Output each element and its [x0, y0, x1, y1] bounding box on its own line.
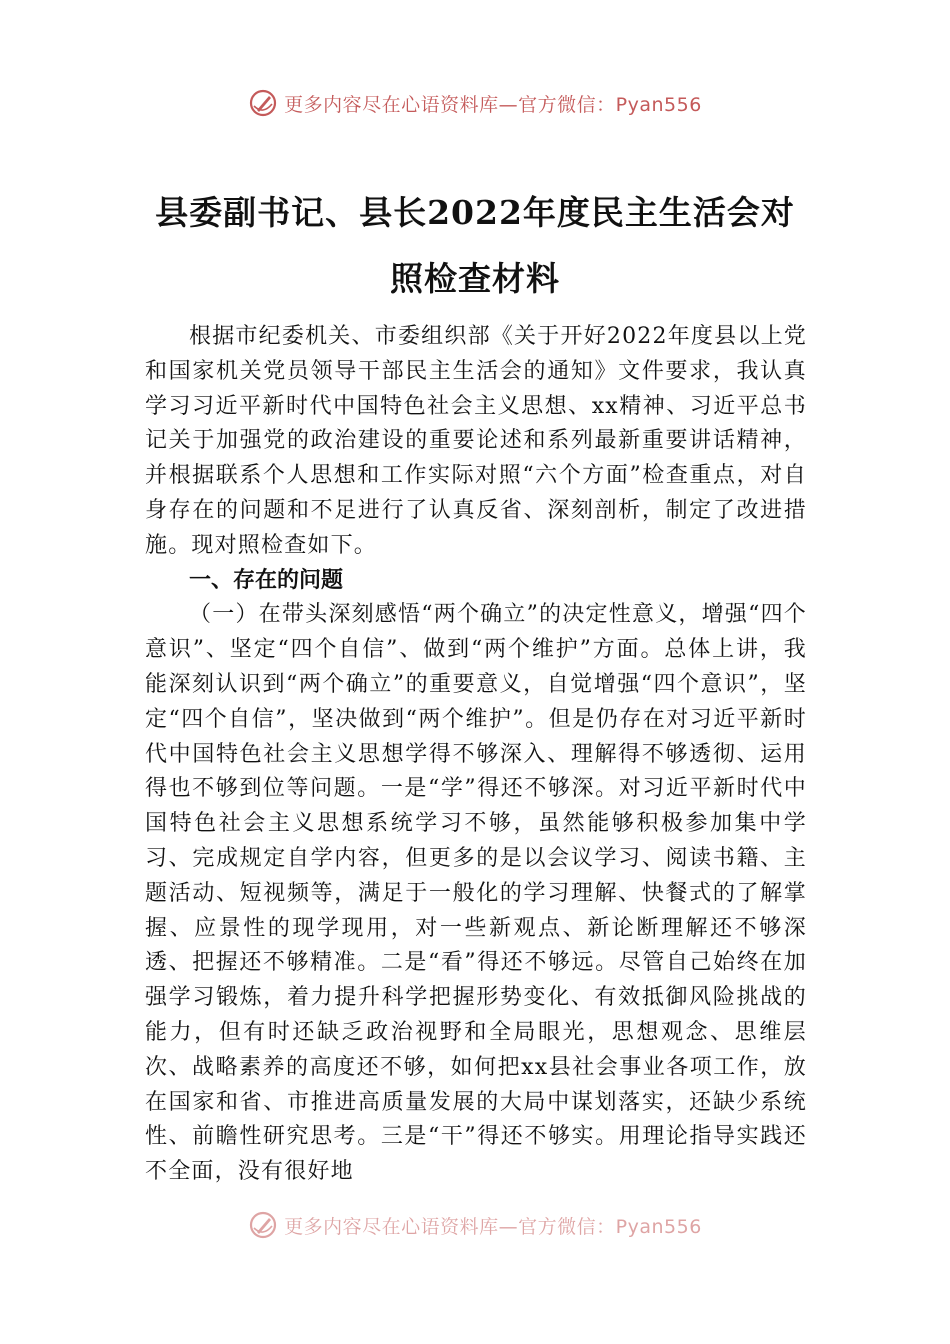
document-title	[120, 180, 830, 312]
watermark-text: 更多内容尽在心语资料库—官方微信：Pyan556	[284, 93, 702, 116]
pen-in-circle-icon	[248, 88, 278, 118]
watermark-text: 更多内容尽在心语资料库—官方微信：Pyan556	[284, 1215, 702, 1238]
document-body	[145, 320, 807, 1190]
section-heading: 一、存在的问题	[189, 567, 344, 593]
watermark-header	[0, 86, 950, 120]
watermark-footer	[0, 1208, 950, 1242]
intro-paragraph: 根据市纪委机关、市委组织部《关于开好2022年度县以上党和国家机关党员领导干部民主生活会的通知》文件要求，我认真学习习近平新时代中国特色社会主义思想、xx精神、习近平总书记关于加强党的政治建设的重要论述和系列最新重要讲话精神，并根据联系个人思想和工作实际对照“六个方面”检查重点，对自身存在的问题和不足进行了认真反省、深刻剖析，制定了改进措施。现对照检查如下。	[145, 324, 807, 558]
title-line-2: 照检查材料	[390, 259, 560, 298]
section-paragraph: （一）在带头深刻感悟“两个确立”的决定性意义，增强“四个意识”、坚定“四个自信”、做到“两个维护”方面。总体上讲，我能深刻认识到“两个确立”的重要意义，自觉增强“四个意识”，坚定“四个自信”，坚决做到“两个维护”。但是仍存在对习近平新时代中国特色社会主义思想学得不够深入、理解得不够透彻、运用得也不够到位等问题。一是“学”得还不够深。对习近平新时代中国特色社会主义思想系统学习不够，虽然能够积极参加集中学习、完成规定自学内容，但更多的是以会议学习、阅读书籍、主题活动、短视频等，满足于一般化的学习理解、快餐式的了解掌握、应景性的现学现用，对一些新观点、新论断理解还不够深透、把握还不够精准。二是“看”得还不够远。尽管自己始终在加强学习锻炼，着力提升科学把握形势变化、有效抵御风险挑战的能力，但有时还缺乏政治视野和全局眼光，思想观念、思维层次、战略素养的高度还不够，如何把xx县社会事业各项工作，放在国家和省、市推进高质量发展的大局中谋划落实，还缺少系统性、前瞻性研究思考。三是“干”得还不够实。用理论指导实践还不全面，没有很好地	[145, 602, 807, 1185]
title-line-1: 县委副书记、县长2022年度民主生活会对	[155, 193, 795, 232]
pen-in-circle-icon	[248, 1210, 278, 1240]
